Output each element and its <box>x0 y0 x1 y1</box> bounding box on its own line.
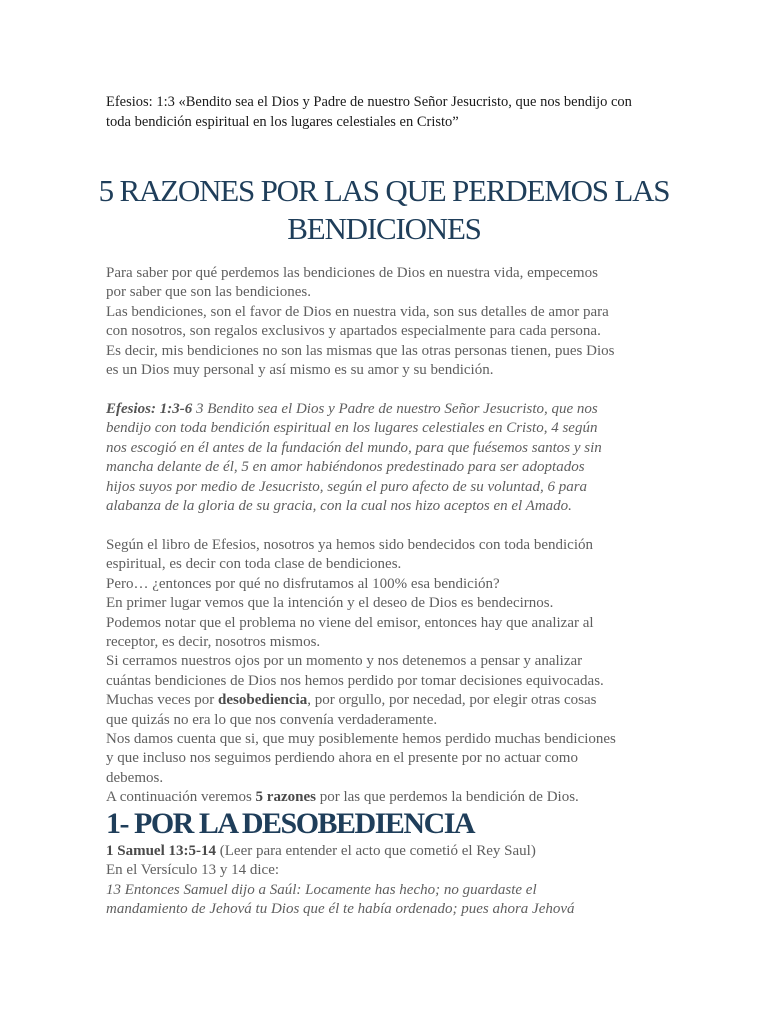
text-line: mandamiento de Jehová tu Dios que él te había ordenado; pues ahora Jehová <box>106 901 575 918</box>
text-line: Las bendiciones, son el favor de Dios en nuestra vida, son sus detalles de amor para <box>106 303 609 320</box>
text-line: Es decir, mis bendiciones no son las mismas que las otras personas tienen, pues Dios <box>106 342 615 359</box>
text-line: cuántas bendiciones de Dios nos hemos perdido por tomar decisiones equivocadas. <box>106 672 604 689</box>
text-line: es un Dios muy personal y así mismo es su amor y su bendición. <box>106 362 494 379</box>
text-line: receptor, es decir, nosotros mismos. <box>106 634 321 651</box>
intro-paragraph <box>106 264 666 380</box>
text-line: Podemos notar que el problema no viene del emisor, entonces hay que analizar al <box>106 614 594 631</box>
verse-text: 3 Bendito sea el Dios y Padre de nuestro Señor Jesucristo, que nos <box>192 401 598 417</box>
title-line: 5 RAZONES POR LAS QUE PERDEMOS LAS <box>98 173 670 208</box>
text-line: hijos suyos por medio de Jesucristo, según el puro afecto de su voluntad, 6 para <box>106 478 588 495</box>
text-line: Nos damos cuenta que si, que muy posiblemente hemos perdido muchas bendiciones <box>106 731 616 748</box>
text-fragment: por las que perdemos la bendición de Dios. <box>315 789 579 806</box>
text-line: que quizás no era lo que nos convenía verdaderamente. <box>106 711 438 728</box>
text-fragment: A continuación veremos <box>106 789 256 806</box>
text-fragment: , por orgullo, por necedad, por elegir otras cosas <box>307 692 597 709</box>
text-fragment: (Leer para entender el acto que cometió el Rey Saul) <box>216 843 536 859</box>
section-heading: 1- POR LA DESOBEDIENCIA <box>106 807 475 840</box>
text-line: 13 Entonces Samuel dijo a Saúl: Locamente has hecho; no guardaste el <box>106 881 537 898</box>
page-title <box>90 172 678 248</box>
verse-reference: Efesios: 1:3-6 <box>106 401 193 417</box>
text-line <box>106 400 666 419</box>
title-line: BENDICIONES <box>287 211 481 246</box>
text-fragment: Muchas veces por <box>106 692 219 709</box>
text-line: con nosotros, son regalos exclusivos y apartados especialmente para cada persona. <box>106 323 601 340</box>
text-line <box>106 691 666 710</box>
text-line: Para saber por qué perdemos las bendiciones de Dios en nuestra vida, empecemos <box>106 265 598 281</box>
text-line: espiritual, es decir con toda clase de bendiciones. <box>106 556 402 573</box>
verse-block <box>106 400 666 516</box>
quote-line: Efesios: 1:3 «Bendito sea el Dios y Padre de nuestro Señor Jesucristo, que nos bendijo con <box>106 94 632 110</box>
text-line: nos escogió en él antes de la fundación del mundo, para que fuésemos santos y sin <box>106 439 602 456</box>
text-line: alabanza de la gloria de su gracia, con la cual nos hizo aceptos en el Amado. <box>106 498 572 515</box>
text-line: En primer lugar vemos que la intención y el deseo de Dios es bendecirnos. <box>106 595 554 612</box>
text-line: Según el libro de Efesios, nosotros ya hemos sido bendecidos con toda bendición <box>106 537 593 553</box>
text-line: y que incluso nos seguimos perdiendo ahora en el presente por no actuar como <box>106 750 578 767</box>
text-line: debemos. <box>106 769 164 786</box>
text-line <box>106 842 666 861</box>
emphasis-5-razones: 5 razones <box>255 789 316 806</box>
text-line <box>106 788 666 807</box>
epigraph-quote <box>106 92 666 132</box>
section-paragraph <box>106 842 666 920</box>
text-line: mancha delante de él, 5 en amor habiéndonos predestinado para ser adoptados <box>106 459 585 476</box>
text-line: Si cerramos nuestros ojos por un momento y nos detenemos a pensar y analizar <box>106 653 583 670</box>
text-line: bendijo con toda bendición espiritual en los lugares celestiales en Cristo, 4 según <box>106 420 598 437</box>
quote-line: toda bendición espiritual en los lugares celestiales en Cristo” <box>106 114 459 130</box>
text-line: por saber que son las bendiciones. <box>106 284 311 301</box>
text-line: Pero… ¿entonces por qué no disfrutamos al 100% esa bendición? <box>106 575 500 592</box>
text-line: En el Versículo 13 y 14 dice: <box>106 862 280 879</box>
body-paragraph <box>106 536 666 808</box>
scripture-reference: 1 Samuel 13:5-14 <box>106 843 216 859</box>
emphasis-desobediencia: desobediencia <box>218 692 308 709</box>
